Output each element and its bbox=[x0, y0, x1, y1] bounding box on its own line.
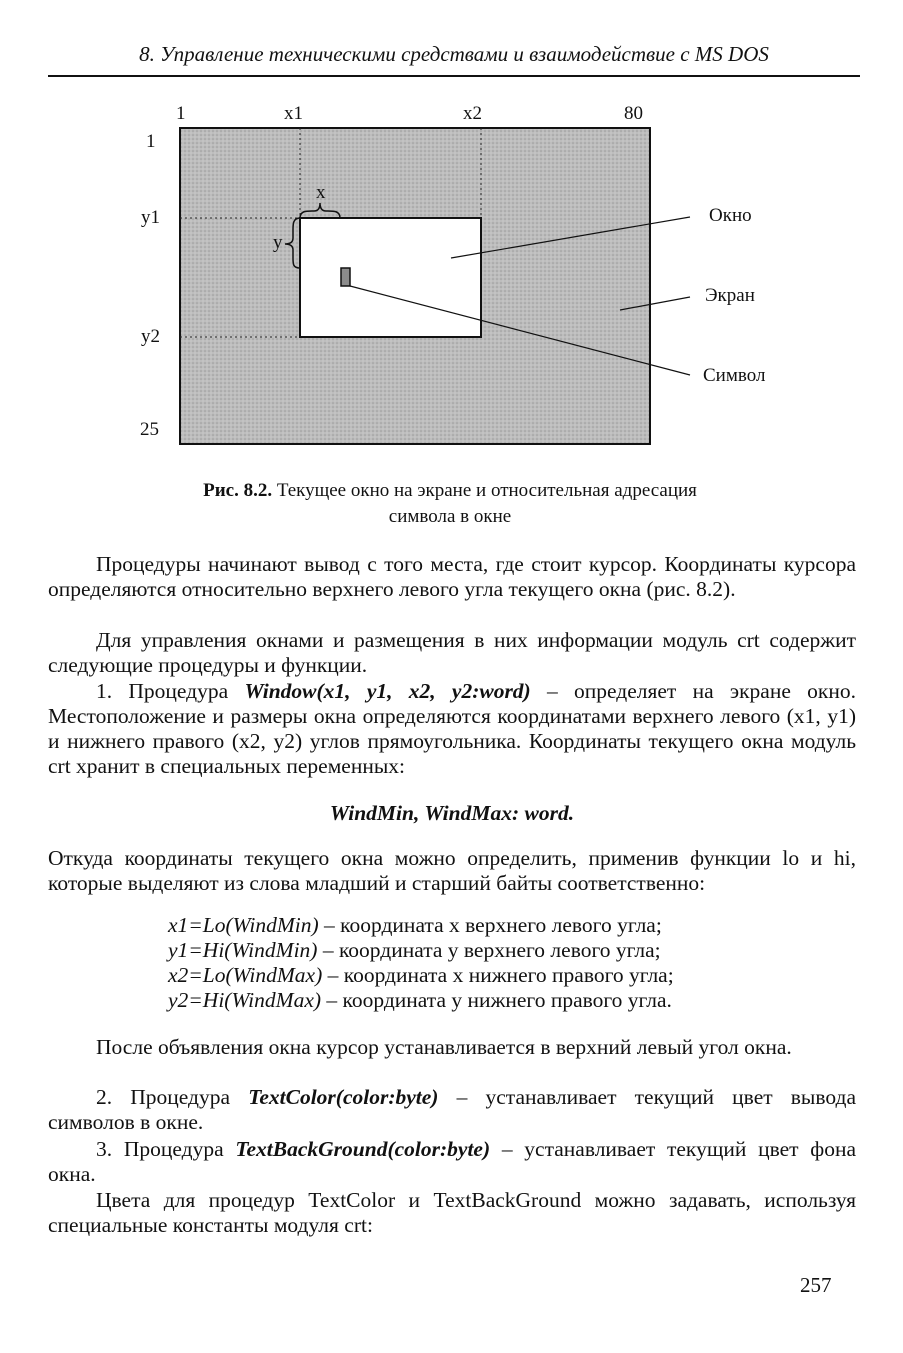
col-label-80: 80 bbox=[624, 103, 643, 124]
paragraph-6-prefix: 2. Процедура bbox=[96, 1085, 249, 1109]
paragraph-3-prefix: 1. Процедура bbox=[96, 679, 245, 703]
textcolor-signature: TextColor(color:byte) bbox=[248, 1085, 439, 1109]
window-rect bbox=[300, 218, 481, 337]
paragraph-6 bbox=[48, 1085, 856, 1135]
paragraph-7-rest: – устанавливает текущий цвет фона окна. bbox=[48, 1137, 857, 1186]
caption-number: Рис. 8.2. bbox=[203, 480, 273, 501]
screen-callout-label: Экран bbox=[705, 285, 755, 306]
paragraph-6-rest: – устанавливает текущий цвет вывода символов в окне. bbox=[48, 1085, 856, 1134]
header-rule bbox=[48, 75, 860, 77]
screen-window-diagram bbox=[0, 90, 903, 490]
caption-line-1 bbox=[120, 478, 780, 504]
figure-8-2 bbox=[0, 90, 903, 490]
col-label-x2: x2 bbox=[463, 103, 482, 124]
x-brace-label: x bbox=[316, 182, 326, 203]
y-brace-label: y bbox=[273, 232, 283, 253]
formula-desc: – координата y нижнего правого угла. bbox=[321, 988, 672, 1012]
row-label-1: 1 bbox=[146, 131, 156, 152]
paragraph-1: Процедуры начинают вывод с того места, где стоит курсор. Координаты курсора определяются относительно верхнего левого угла текущего окна (рис. 8.2). bbox=[48, 552, 856, 601]
figure-caption bbox=[120, 478, 780, 530]
formula-item bbox=[168, 963, 828, 988]
formula-expr: y2=Hi(WindMax) bbox=[168, 988, 322, 1012]
formula-expr: x2=Lo(WindMax) bbox=[168, 963, 323, 987]
textbackground-signature: TextBackGround(color:byte) bbox=[235, 1137, 491, 1161]
formula-desc: – координата x нижнего правого угла; bbox=[322, 963, 674, 987]
row-label-25: 25 bbox=[140, 419, 159, 440]
paragraph-3 bbox=[48, 679, 856, 779]
formula-item bbox=[168, 988, 828, 1013]
declaration-line: WindMin, WindMax: word. bbox=[329, 801, 575, 825]
paragraph-7-prefix: 3. Процедура bbox=[96, 1137, 236, 1161]
running-header: 8. Управление техническими средствами и взаимодействие с MS DOS bbox=[139, 42, 769, 66]
paragraph-3-rest: – определяет на экране окно. Местоположение и размеры окна определяются координатами верхнего левого (x1, y1) и нижнего правого (x2, y2) углов прямоугольника. Координаты текущего окна модуль crt хранит в специальных переменных: bbox=[48, 679, 856, 778]
formula-expr: y1=Hi(WindMin) bbox=[168, 938, 318, 962]
formula-expr: x1=Lo(WindMin) bbox=[168, 913, 319, 937]
paragraph-7 bbox=[48, 1137, 856, 1187]
formula-item bbox=[168, 938, 828, 963]
col-label-1: 1 bbox=[176, 103, 186, 124]
caption-text-1: Текущее окно на экране и относительная адресация bbox=[276, 480, 697, 501]
symbol-cell bbox=[341, 268, 350, 286]
symbol-callout-label: Символ bbox=[703, 365, 766, 386]
paragraph-2: Для управления окнами и размещения в них информации модуль crt содержит следующие процедуры и функции. bbox=[48, 628, 856, 677]
page-number: 257 bbox=[800, 1273, 832, 1297]
row-label-y1: y1 bbox=[141, 207, 160, 228]
row-label-y2: y2 bbox=[141, 326, 160, 347]
paragraph-8: Цвета для процедур TextColor и TextBackGround можно задавать, используя специальные константы модуля crt: bbox=[48, 1188, 856, 1237]
window-callout-label: Окно bbox=[709, 205, 752, 226]
formula-desc: – координата y верхнего левого угла; bbox=[317, 938, 661, 962]
window-signature: Window(x1, y1, x2, y2:word) bbox=[244, 679, 531, 703]
col-label-x1: x1 bbox=[284, 103, 303, 124]
paragraph-4: Откуда координаты текущего окна можно определить, применив функции lo и hi, которые выделяют из слова младший и старший байты соответственно: bbox=[48, 846, 856, 895]
paragraph-5: После объявления окна курсор устанавливается в верхний левый угол окна. bbox=[96, 1035, 792, 1059]
caption-line-2: символа в окне bbox=[388, 506, 512, 527]
formula-desc: – координата x верхнего левого угла; bbox=[318, 913, 662, 937]
formula-item bbox=[168, 913, 828, 938]
